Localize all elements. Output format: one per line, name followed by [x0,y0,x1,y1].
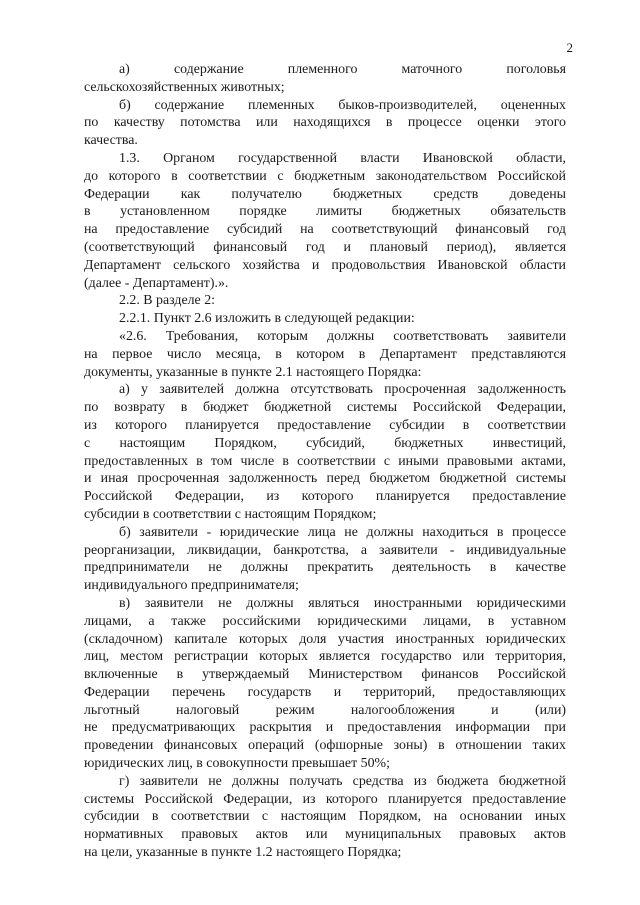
text-line: предприниматели не должны прекратить деятельность в качестве [84,560,566,576]
text-line: лиц, местом регистрации которых является государство или территория, [84,649,566,665]
text-line: Российской Федерации, из которого планируется предоставление [84,489,566,505]
text-line: в) заявители не должны являться иностранными юридическими [119,595,566,611]
text-line: а) у заявителей должна отсутствовать просроченная задолженность [119,382,566,398]
text-line: 2.2.1. Пункт 2.6 изложить в следующей редакции: [119,311,415,327]
text-line: юридических лиц, в совокупности превышает 50%; [84,756,390,772]
text-line: с настоящим Порядком, субсидий, бюджетных инвестиций, [84,435,566,451]
text-line: документы, указанные в пункте 2.1 настоящего Порядка: [84,364,422,380]
text-line: Федерации как получателю бюджетных средств доведены [84,186,566,202]
text-line: субсидии в соответствии с настоящим Порядком, на основании иных [84,809,566,825]
text-line: в установленном порядке лимиты бюджетных обязательств [84,204,566,220]
text-line: (соответствующий финансовый год и плановый период), является [84,239,566,255]
text-line: на первое число месяца, в котором в Департамент представляются [84,346,566,362]
text-line: не предусматривающих раскрытия и предоставления информации при [84,720,566,736]
document-body [84,61,566,862]
text-line: (складочном) капитале которых доля участия иностранных юридических [84,631,566,647]
text-line: системы Российской Федерации, из которого планируется предоставление [84,791,566,807]
text-line: нормативных правовых актов или муниципальных правовых актов [84,827,566,843]
text-line: 1.3. Органом государственной власти Ивановской области, [119,150,566,166]
text-line: лицами, а также российскими юридическими лицами, в уставном [84,613,566,629]
paragraph-g [84,773,566,862]
text-line: а) содержание племенного маточного поголовья [119,62,566,77]
paragraph-2-2 [84,292,566,310]
text-line: на предоставление субсидий на соответствующий финансовый год [84,222,566,238]
text-line: проведении финансовых операций (офшорные зоны) в отношении таких [84,738,566,754]
text-line: реорганизации, ликвидации, банкротства, а заявители - индивидуальные [84,542,566,558]
text-line: по возврату в бюджет бюджетной системы Российской Федерации, [84,400,566,416]
paragraph-b [84,524,566,595]
text-line: на цели, указанные в пункте 1.2 настоящего Порядка; [84,845,402,861]
text-line: б) содержание племенных быков-производителей, оцененных [119,97,566,113]
text-line: субсидии в соответствии с настоящим Порядком; [84,506,377,522]
text-line: и иная просроченная задолженность перед бюджетом бюджетной системы [84,471,566,487]
paragraph-1a [84,61,566,97]
text-line: индивидуального предпринимателя; [84,578,299,594]
paragraph-1b [84,97,566,150]
text-line: Департамент сельского хозяйства и продовольствия Ивановской области [84,257,566,273]
text-line: (далее - Департамент).». [84,275,229,291]
paragraph-1-3 [84,150,566,292]
paragraph-2-2-1 [84,310,566,328]
paragraph-a [84,381,566,523]
text-line: г) заявители не должны получать средства из бюджета бюджетной [119,773,566,789]
page-number: 2 [566,40,573,55]
text-line: б) заявители - юридические лица не должны находиться в процессе [119,524,566,540]
text-line: по качеству потомства или находящихся в процессе оценки этого [84,115,566,131]
text-line: Федерации перечень государств и территорий, предоставляющих [84,684,566,700]
text-line: до которого в соответствии с бюджетным законодательством Российской [84,168,566,184]
text-line: из которого планируется предоставление субсидии в соответствии [84,417,566,433]
paragraph-v [84,595,566,773]
text-line: льготный налоговый режим налогообложения и (или) [84,702,566,718]
paragraph-2-6 [84,328,566,381]
text-line: «2.6. Требования, которым должны соответствовать заявители [119,328,566,344]
text-line: качества. [84,133,138,149]
text-line: включенные в утверждаемый Министерством финансов Российской [84,667,566,683]
text-line: 2.2. В разделе 2: [119,293,215,309]
text-line: сельскохозяйственных животных; [84,79,285,95]
text-line: предоставленных в том числе в соответствии с иными правовыми актами, [84,453,566,469]
